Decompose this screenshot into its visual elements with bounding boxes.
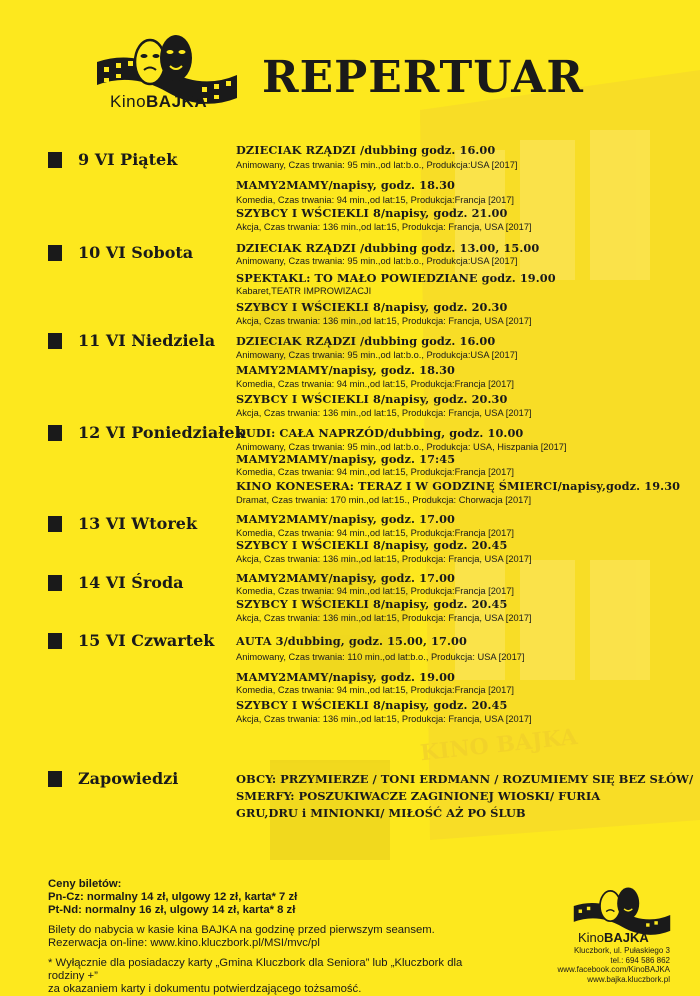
movie-details: Kabaret,TEATR IMPROWIZACJI <box>236 286 372 296</box>
purchase-info: Bilety do nabycia w kasie kina BAJKA na godzinę przed pierwszym seansem. <box>48 924 435 936</box>
movie-title: MAMY2MAMY/napisy, godz. 17.00 <box>236 512 455 526</box>
facebook-link[interactable]: www.facebook.com/KinoBAJKA <box>557 965 670 974</box>
bullet-square-icon <box>48 633 62 649</box>
movie-details: Komedia, Czas trwania: 94 min.,od lat:15, Produkcja:Francja [2017] <box>236 379 515 389</box>
movie-title: MAMY2MAMY/napisy, godz. 18.30 <box>236 178 455 192</box>
movie-details: Komedia, Czas trwania: 94 min.,od lat:15, Produkcja:Francja [2017] <box>236 685 515 695</box>
movie-title: DZIECIAK RZĄDZI /dubbing godz. 16.00 <box>236 143 496 157</box>
day-heading: 11 VI Niedziela <box>48 331 215 350</box>
movie-title: AUTA 3/dubbing, godz. 15.00, 17.00 <box>236 634 467 648</box>
card-note: * Wyłącznie dla posiadaczy karty „Gmina Kluczbork dla Seniora” lub „Kluczbork dla rodziny +” <box>48 957 463 982</box>
day-heading: 10 VI Sobota <box>48 243 193 262</box>
movie-title: SZYBCY I WŚCIEKLI 8/napisy, godz. 20.30 <box>236 300 508 314</box>
prices-weekday: Pn-Cz: normalny 14 zł, ulgowy 12 zł, karta* 7 zł <box>48 891 298 903</box>
bullet-square-icon <box>48 245 62 261</box>
page-title: REPERTUAR <box>262 52 584 103</box>
movie-details: Akcja, Czas trwania: 136 min.,od lat:15, Produkcja: Francja, USA [2017] <box>236 714 532 724</box>
movie-details: Dramat, Czas trwania: 170 min.,od lat:15., Produkcja: Chorwacja [2017] <box>236 495 532 505</box>
bullet-square-icon <box>48 575 62 591</box>
movie-details: Akcja, Czas trwania: 136 min.,od lat:15, Produkcja: Francja, USA [2017] <box>236 613 532 623</box>
phone: tel.: 694 586 862 <box>610 955 670 965</box>
movie-title: MAMY2MAMY/napisy, godz. 17.00 <box>236 571 455 585</box>
movie-title: DUDI: CAŁA NAPRZÓD/dubbing, godz. 10.00 <box>236 426 524 440</box>
announcements-heading: Zapowiedzi <box>48 769 178 788</box>
movie-details: Animowany, Czas trwania: 110 min.,od lat:b.o., Produkcja: USA [2017] <box>236 652 525 662</box>
movie-details: Animowany, Czas trwania: 95 min.,od lat:b.o., Produkcja:USA [2017] <box>236 160 518 170</box>
movie-details: Komedia, Czas trwania: 94 min.,od lat:15, Produkcja:Francja [2017] <box>236 195 515 205</box>
movie-details: Komedia, Czas trwania: 94 min.,od lat:15, Produkcja:Francja [2017] <box>236 467 515 477</box>
announcement-line: SMERFY: POSZUKIWACZE ZAGINIONEJ WIOSKI/ FURIA <box>236 789 601 803</box>
movie-details: Akcja, Czas trwania: 136 min.,od lat:15, Produkcja: Francja, USA [2017] <box>236 222 532 232</box>
movie-details: Komedia, Czas trwania: 94 min.,od lat:15, Produkcja:Francja [2017] <box>236 586 515 596</box>
movie-title: KINO KONESERA: TERAZ I W GODZINĘ ŚMIERCI/napisy,godz. 19.30 <box>236 479 681 493</box>
building-sign-text: KINO BAJKA <box>419 723 579 767</box>
movie-title: SZYBCY I WŚCIEKLI 8/napisy, godz. 20.45 <box>236 597 508 611</box>
day-heading: 13 VI Wtorek <box>48 514 197 533</box>
logo-wordmark-small: KinoBAJKA <box>578 930 649 945</box>
bullet-square-icon <box>48 425 62 441</box>
movie-details: Animowany, Czas trwania: 95 min.,od lat:b.o., Produkcja: USA, Hiszpania [2017] <box>236 442 567 452</box>
bullet-square-icon <box>48 333 62 349</box>
prices-weekend: Pt-Nd: normalny 16 zł, ulgowy 14 zł, karta* 8 zł <box>48 904 296 916</box>
movie-details: Komedia, Czas trwania: 94 min.,od lat:15, Produkcja:Francja [2017] <box>236 528 515 538</box>
movie-title: DZIECIAK RZĄDZI /dubbing godz. 16.00 <box>236 334 496 348</box>
announcement-line: GRU,DRU i MINIONKI/ MIŁOŚĆ AŻ PO ŚLUB <box>236 806 526 820</box>
movie-title: SZYBCY I WŚCIEKLI 8/napisy, godz. 20.45 <box>236 698 508 712</box>
day-heading: 9 VI Piątek <box>48 150 177 169</box>
day-heading: 14 VI Środa <box>48 573 184 592</box>
movie-title: DZIECIAK RZĄDZI /dubbing godz. 13.00, 15.00 <box>236 241 540 255</box>
movie-details: Animowany, Czas trwania: 95 min.,od lat:b.o., Produkcja:USA [2017] <box>236 350 518 360</box>
movie-details: Akcja, Czas trwania: 136 min.,od lat:15, Produkcja: Francja, USA [2017] <box>236 554 532 564</box>
movie-title: SZYBCY I WŚCIEKLI 8/napisy, godz. 20.30 <box>236 392 508 406</box>
day-heading: 12 VI Poniedziałek <box>48 423 246 442</box>
movie-title: SPEKTAKL: TO MAŁO POWIEDZIANE godz. 19.00 <box>236 271 556 285</box>
bullet-square-icon <box>48 771 62 787</box>
movie-title: SZYBCY I WŚCIEKLI 8/napisy, godz. 20.45 <box>236 538 508 552</box>
movie-details: Animowany, Czas trwania: 95 min.,od lat:b.o., Produkcja:USA [2017] <box>236 256 518 266</box>
card-note: za okazaniem karty i dokumentu potwierdzającego tożsamość. <box>48 983 362 995</box>
contact-info <box>558 946 671 984</box>
movie-title: SZYBCY I WŚCIEKLI 8/napisy, godz. 21.00 <box>236 206 508 220</box>
address: Kluczbork, ul. Pułaskiego 3 <box>573 946 670 955</box>
day-heading: 15 VI Czwartek <box>48 631 214 650</box>
movie-title: MAMY2MAMY/napisy, godz. 19.00 <box>236 670 455 684</box>
movie-details: Akcja, Czas trwania: 136 min.,od lat:15, Produkcja: Francja, USA [2017] <box>236 316 532 326</box>
announcement-line: OBCY: PRZYMIERZE / TONI ERDMANN / ROZUMIEMY SIĘ BEZ SŁÓW/ <box>236 772 694 786</box>
movie-title: MAMY2MAMY/napisy, godz. 18.30 <box>236 363 455 377</box>
prices-heading: Ceny biletów: <box>48 878 122 890</box>
bullet-square-icon <box>48 516 62 532</box>
movie-title: MAMY2MAMY/napisy, godz. 17:45 <box>236 452 456 466</box>
bullet-square-icon <box>48 152 62 168</box>
movie-details: Akcja, Czas trwania: 136 min.,od lat:15, Produkcja: Francja, USA [2017] <box>236 408 532 418</box>
online-reservation: Rezerwacja on-line: www.kino.kluczbork.pl/MSI/mvc/pl <box>48 937 320 949</box>
website-link[interactable]: www.bajka.kluczbork.pl <box>587 974 670 984</box>
ticket-info <box>48 878 488 996</box>
logo-wordmark: KinoBAJKA <box>110 92 208 111</box>
